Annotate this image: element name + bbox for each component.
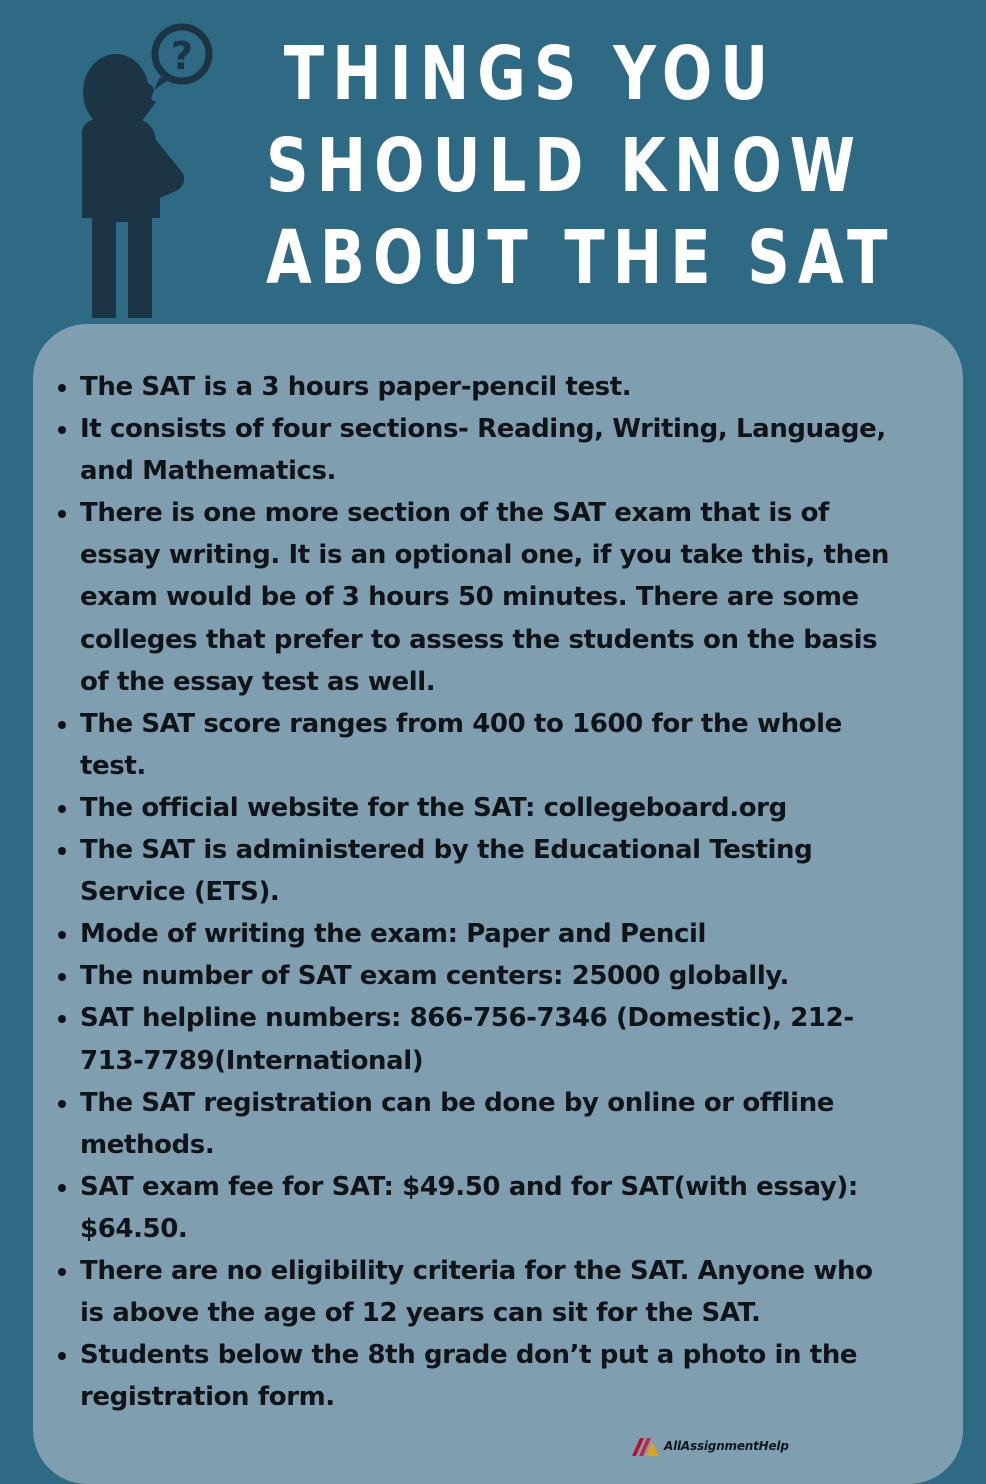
list-item (80, 829, 980, 913)
list-item-line: Service (ETS). (80, 877, 280, 908)
list-item-line: exam would be of 3 hours 50 minutes. There are some (80, 582, 859, 613)
title-line: THINGS YOU (283, 31, 777, 117)
list-item (80, 366, 980, 408)
thinking-person-question-icon (72, 22, 222, 322)
list-item-line: • The SAT is a 3 hours paper-pencil test. (80, 372, 632, 402)
list-item-line: • The number of SAT exam centers: 25000 globally. (80, 961, 789, 992)
list-item (80, 1166, 980, 1250)
list-item-line: • The official website for the SAT: collegeboard.org (80, 792, 787, 823)
list-item-line: • SAT exam fee for SAT: $49.50 and for SAT(with essay): (80, 1171, 858, 1202)
page-title (266, 28, 896, 304)
list-item (80, 913, 980, 955)
list-item-line: is above the age of 12 years can sit for the SAT. (80, 1298, 761, 1329)
list-item (80, 1082, 980, 1166)
list-item-line: methods. (80, 1129, 215, 1160)
list-item (80, 703, 980, 787)
list-item (80, 787, 980, 829)
title-line: ABOUT THE SAT (266, 215, 896, 301)
list-item-line: $64.50. (80, 1213, 188, 1244)
list-item-line: registration form. (80, 1382, 335, 1413)
list-item-line: • There is one more section of the SAT exam that is of (80, 498, 829, 529)
list-item-line: colleges that prefer to assess the students on the basis (80, 624, 878, 655)
list-item (80, 408, 980, 492)
title-line: SHOULD KNOW (266, 123, 864, 209)
list-item (80, 492, 980, 702)
brand-name: AllAssignmentHelp (664, 1439, 789, 1453)
list-item-line: • The SAT registration can be done by online or offline (80, 1087, 835, 1118)
list-item-line: • SAT helpline numbers: 866-756-7346 (Domestic), 212- (80, 1003, 854, 1034)
list-item (80, 997, 980, 1081)
list-item-line: • Mode of writing the exam: Paper and Pencil (80, 919, 707, 950)
list-item-line: and Mathematics. (80, 456, 337, 487)
allassignmenthelp-logo-icon (630, 1436, 660, 1456)
facts-list (46, 366, 980, 1418)
brand-watermark (630, 1436, 789, 1456)
list-item (80, 1334, 980, 1418)
list-item-line: • The SAT score ranges from 400 to 1600 for the whole (80, 708, 842, 739)
list-item (80, 955, 980, 997)
svg-text:?: ? (170, 34, 194, 78)
list-item-line: • There are no eligibility criteria for the SAT. Anyone who (80, 1255, 873, 1286)
list-item-line: essay writing. It is an optional one, if you take this, then (80, 540, 890, 571)
list-item (80, 1250, 980, 1334)
list-item-line: • It consists of four sections- Reading, Writing, Language, (80, 414, 886, 445)
list-item-line: 713-7789(International) (80, 1045, 424, 1076)
list-item-line: of the essay test as well. (80, 666, 436, 697)
list-item-line: test. (80, 750, 146, 781)
list-item-line: • The SAT is administered by the Educational Testing (80, 835, 813, 866)
list-item-line: • Students below the 8th grade don’t put a photo in the (80, 1340, 858, 1371)
